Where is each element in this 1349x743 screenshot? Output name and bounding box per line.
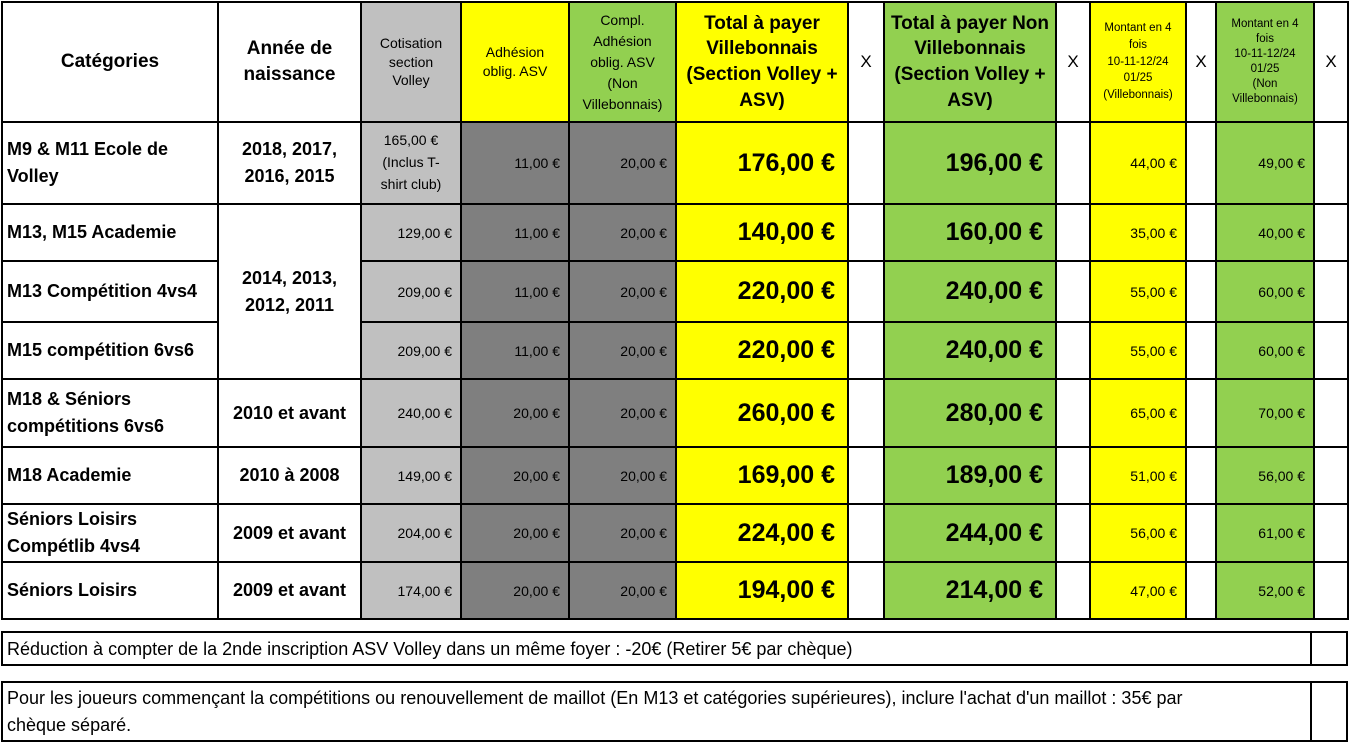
x-cell [1056,204,1090,261]
compl-cell: 20,00 € [569,322,676,379]
x-cell [848,322,884,379]
cotisation-cell: 174,00 € [361,562,461,619]
table-row [2,261,1348,322]
total-villebonnais-cell: 224,00 € [676,504,848,562]
reduction-note [1,631,1348,666]
montant-villebonnais-cell: 47,00 € [1090,562,1186,619]
x-cell [1186,322,1216,379]
x-cell [848,204,884,261]
x-cell [1314,562,1348,619]
x-cell [1056,122,1090,204]
maillot-note-text: Pour les joueurs commençant la compétitions ou renouvellement de maillot (En M13 et catégories supérieures), inclure l'achat d'un maillot : 35€ par chèque séparé. [7,688,1183,735]
header-compl-adhesion: Compl. Adhésion oblig. ASV (Non Villebonnais) [569,2,676,122]
birth-year-cell: 2018, 2017, 2016, 2015 [218,122,361,204]
category-cell: M9 & M11 Ecole de Volley [2,122,218,204]
category-cell: M13, M15 Academie [2,204,218,261]
cotisation-cell: 209,00 € [361,261,461,322]
x-cell [1186,379,1216,447]
x-cell [848,447,884,504]
adhesion-cell: 20,00 € [461,447,569,504]
adhesion-cell: 20,00 € [461,379,569,447]
x-cell [1056,322,1090,379]
birth-year-cell: 2010 et avant [218,379,361,447]
header-row [2,2,1348,122]
montant-villebonnais-cell: 51,00 € [1090,447,1186,504]
category-cell: Séniors Loisirs Compétlib 4vs4 [2,504,218,562]
x-cell [1314,204,1348,261]
x-cell [1314,504,1348,562]
x-cell [1056,562,1090,619]
compl-cell: 20,00 € [569,447,676,504]
x-cell [1186,504,1216,562]
x-cell [1314,122,1348,204]
header-montant-villebonnais: Montant en 4 fois 10-11-12/24 01/25 (Villebonnais) [1090,2,1186,122]
category-cell: Séniors Loisirs [2,562,218,619]
total-villebonnais-cell: 220,00 € [676,322,848,379]
x-cell [1186,447,1216,504]
pricing-table [1,1,1349,620]
cotisation-cell: 209,00 € [361,322,461,379]
montant-non-villebonnais-cell: 49,00 € [1216,122,1314,204]
montant-non-villebonnais-cell: 52,00 € [1216,562,1314,619]
compl-cell: 20,00 € [569,379,676,447]
x-cell [1314,261,1348,322]
total-villebonnais-cell: 220,00 € [676,261,848,322]
header-x-4: X [1314,2,1348,122]
x-cell [1186,204,1216,261]
compl-cell: 20,00 € [569,122,676,204]
x-cell [848,562,884,619]
birth-year-cell-merged: 2014, 2013, 2012, 2011 [218,204,361,379]
header-total-villebonnais: Total à payer Villebonnais (Section Volley + ASV) [676,2,848,122]
adhesion-cell: 11,00 € [461,122,569,204]
category-cell: M15 compétition 6vs6 [2,322,218,379]
x-cell [1186,562,1216,619]
cotisation-cell: 240,00 € [361,379,461,447]
total-non-villebonnais-cell: 196,00 € [884,122,1056,204]
total-non-villebonnais-cell: 244,00 € [884,504,1056,562]
total-non-villebonnais-cell: 189,00 € [884,447,1056,504]
table-row [2,122,1348,204]
total-non-villebonnais-cell: 240,00 € [884,261,1056,322]
montant-villebonnais-cell: 35,00 € [1090,204,1186,261]
montant-non-villebonnais-cell: 40,00 € [1216,204,1314,261]
x-cell [1314,322,1348,379]
x-cell [1314,447,1348,504]
table-row [2,204,1348,261]
adhesion-cell: 11,00 € [461,261,569,322]
category-cell: M18 & Séniors compétitions 6vs6 [2,379,218,447]
total-villebonnais-cell: 169,00 € [676,447,848,504]
birth-year-cell: 2010 à 2008 [218,447,361,504]
montant-villebonnais-cell: 55,00 € [1090,322,1186,379]
total-non-villebonnais-cell: 240,00 € [884,322,1056,379]
cotisation-cell: 204,00 € [361,504,461,562]
category-cell: M18 Academie [2,447,218,504]
x-cell [848,504,884,562]
x-cell [1186,261,1216,322]
adhesion-cell: 11,00 € [461,322,569,379]
cotisation-cell: 165,00 € (Inclus T- shirt club) [361,122,461,204]
header-x-3: X [1186,2,1216,122]
maillot-note-side-cell [1310,683,1346,740]
header-montant-non-villebonnais: Montant en 4 fois 10-11-12/24 01/25 (Non Villebonnais) [1216,2,1314,122]
total-villebonnais-cell: 260,00 € [676,379,848,447]
total-non-villebonnais-cell: 160,00 € [884,204,1056,261]
maillot-note [1,681,1348,742]
header-birth-year: Année de naissance [218,2,361,122]
x-cell [848,379,884,447]
montant-villebonnais-cell: 44,00 € [1090,122,1186,204]
table-row [2,379,1348,447]
x-cell [1056,504,1090,562]
birth-year-cell: 2009 et avant [218,562,361,619]
montant-non-villebonnais-cell: 70,00 € [1216,379,1314,447]
total-non-villebonnais-cell: 280,00 € [884,379,1056,447]
x-cell [1186,122,1216,204]
x-cell [848,261,884,322]
cotisation-cell: 149,00 € [361,447,461,504]
category-cell: M13 Compétition 4vs4 [2,261,218,322]
x-cell [1056,447,1090,504]
reduction-note-side-cell [1310,633,1346,664]
table-row [2,447,1348,504]
compl-cell: 20,00 € [569,204,676,261]
cotisation-cell: 129,00 € [361,204,461,261]
montant-villebonnais-cell: 56,00 € [1090,504,1186,562]
header-x-2: X [1056,2,1090,122]
montant-non-villebonnais-cell: 60,00 € [1216,322,1314,379]
compl-cell: 20,00 € [569,261,676,322]
reduction-note-text: Réduction à compter de la 2nde inscription ASV Volley dans un même foyer : -20€ (Retirer 5€ par chèque) [7,639,853,659]
montant-villebonnais-cell: 65,00 € [1090,379,1186,447]
total-non-villebonnais-cell: 214,00 € [884,562,1056,619]
header-categories: Catégories [2,2,218,122]
compl-cell: 20,00 € [569,504,676,562]
header-adhesion: Adhésion oblig. ASV [461,2,569,122]
header-cotisation: Cotisation section Volley [361,2,461,122]
x-cell [1314,379,1348,447]
table-row [2,504,1348,562]
montant-villebonnais-cell: 55,00 € [1090,261,1186,322]
montant-non-villebonnais-cell: 56,00 € [1216,447,1314,504]
total-villebonnais-cell: 176,00 € [676,122,848,204]
header-x-1: X [848,2,884,122]
montant-non-villebonnais-cell: 61,00 € [1216,504,1314,562]
adhesion-cell: 20,00 € [461,504,569,562]
total-villebonnais-cell: 140,00 € [676,204,848,261]
montant-non-villebonnais-cell: 60,00 € [1216,261,1314,322]
table-row [2,322,1348,379]
compl-cell: 20,00 € [569,562,676,619]
x-cell [848,122,884,204]
header-total-non-villebonnais: Total à payer Non Villebonnais (Section Volley + ASV) [884,2,1056,122]
adhesion-cell: 11,00 € [461,204,569,261]
table-row [2,562,1348,619]
x-cell [1056,261,1090,322]
birth-year-cell: 2009 et avant [218,504,361,562]
total-villebonnais-cell: 194,00 € [676,562,848,619]
adhesion-cell: 20,00 € [461,562,569,619]
x-cell [1056,379,1090,447]
